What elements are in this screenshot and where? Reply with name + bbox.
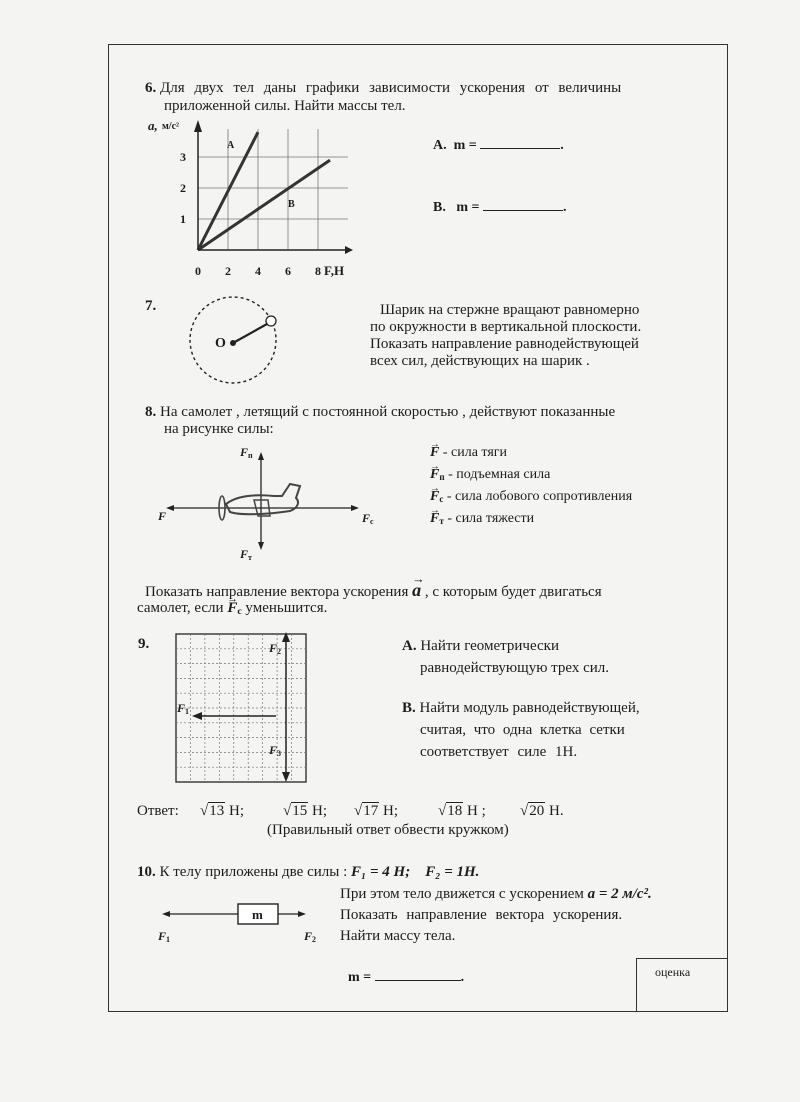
svg-text:т: т xyxy=(248,553,252,562)
q8-task-line2: самолет, если → Fc уменьшится. xyxy=(137,600,327,617)
q9-task-b-line3: соответствует силе 1Н. xyxy=(420,744,578,760)
q9-option-5[interactable]: √20 Н. xyxy=(520,803,564,819)
q6-text-line2: приложенной силы. Найти массы тел. xyxy=(164,98,406,114)
q9-option-3[interactable]: √17 Н; xyxy=(354,803,398,819)
q8-legend-3: → $F_c$ - сила лобового сопротивления xyxy=(430,489,632,505)
plane-body xyxy=(226,484,300,514)
svg-text:1: 1 xyxy=(166,935,170,944)
y-tick-label: 3 xyxy=(180,150,186,164)
q9-task-a-line2: равнодействующую трех сил. xyxy=(420,660,610,676)
q8-legend-1: → F - сила тяги xyxy=(430,445,507,461)
force-right-label: F xyxy=(362,511,371,525)
q9-note: (Правильный ответ обвести кружком) xyxy=(267,822,509,838)
force-right-arrow xyxy=(351,505,359,511)
q7-text-line2: по окружности в вертикальной плоскости. xyxy=(370,319,642,335)
q6-answer-b-blank[interactable] xyxy=(483,198,563,211)
x-tick-label: 0 xyxy=(195,264,201,278)
f2-label: F xyxy=(304,929,313,943)
q6-answer-a-blank[interactable] xyxy=(480,136,560,149)
q7-number: 7. xyxy=(145,298,157,314)
q8-task-line1: Показать направление вектора ускорения → a , с которым будет двигаться xyxy=(145,580,602,601)
q8-plane-diagram xyxy=(150,446,410,566)
x-tick-label: 8 xyxy=(315,264,321,278)
q9-option-2[interactable]: √15 Н; xyxy=(283,803,327,819)
y-tick-label: 1 xyxy=(180,212,186,226)
force-down-arrow xyxy=(258,542,264,550)
y-tick-label: 2 xyxy=(180,181,186,195)
x-tick-label: 4 xyxy=(255,264,261,278)
q10-intro: 10. К телу приложены две силы : F₁ = 4 Н; F₂ = 1Н. xyxy=(137,864,480,880)
q8-legend-4: → $F_т$ - сила тяжести xyxy=(430,511,534,527)
q6-answer-b: B. m = . xyxy=(433,200,567,215)
q7-text-line3: Показать направление равнодействующей xyxy=(370,336,639,352)
svg-text:2: 2 xyxy=(312,935,316,944)
body-label: m xyxy=(252,907,263,922)
svg-text:2: 2 xyxy=(277,647,281,656)
q8-text-line1: 8. На самолет , летящий с постоянной скоростью , действуют показанные xyxy=(145,404,616,420)
f1-label: F xyxy=(177,701,186,715)
svg-text:1: 1 xyxy=(185,707,189,716)
q6-answer-a: A. m = . xyxy=(433,138,564,153)
q7-text-line1: Шарик на стержне вращают равномерно xyxy=(380,302,640,318)
q9-answer-label: Ответ: xyxy=(137,803,179,819)
f3-label: F xyxy=(269,743,278,757)
grade-label: оценка xyxy=(655,965,691,979)
force-left-arrow xyxy=(166,505,174,511)
q10-answer: m = . xyxy=(348,970,465,985)
q7-text-line4: всех сил, действующих на шарик . xyxy=(370,353,590,369)
q10-line3: Показать направление вектора ускорения. xyxy=(340,907,623,923)
q9-option-4[interactable]: √18 Н ; xyxy=(438,803,486,819)
svg-text:3: 3 xyxy=(277,749,281,758)
force-up-label: F xyxy=(240,445,249,459)
center-label: O xyxy=(215,336,226,351)
q8-legend-2: → $F_п$ - подъемная сила xyxy=(430,467,550,483)
svg-text:п: п xyxy=(248,451,253,460)
series-line-b xyxy=(198,160,330,250)
q6-text-line1: 6. Для двух тел даны графики зависимости ускорения от величины xyxy=(145,80,622,96)
f1-label: F xyxy=(158,929,167,943)
force-left-label: F xyxy=(158,509,167,523)
y-axis-arrow xyxy=(194,120,202,132)
force-down-label: F xyxy=(240,547,249,561)
svg-text:c: c xyxy=(370,517,374,526)
q9-grid-diagram xyxy=(172,630,322,790)
rod xyxy=(233,324,267,343)
line-a-label: A xyxy=(227,140,235,151)
grade-box[interactable] xyxy=(636,958,728,1012)
q10-diagram xyxy=(150,898,320,948)
q7-circle-diagram xyxy=(185,290,295,390)
q9-number: 9. xyxy=(138,636,150,652)
q9-task-b: B. Найти модуль равнодействующей, xyxy=(402,700,640,716)
q10-answer-blank[interactable] xyxy=(375,968,461,981)
f3-arrow xyxy=(282,772,290,782)
y-axis-unit: м/с² xyxy=(162,121,180,132)
x-axis-arrow xyxy=(345,246,353,254)
chart-grid xyxy=(198,129,348,250)
x-tick-label: 6 xyxy=(285,264,291,278)
q6-chart xyxy=(140,112,360,282)
q10-line4: Найти массу тела. xyxy=(340,928,456,944)
line-b-label: B xyxy=(288,199,295,210)
q10-line2: При этом тело движется с ускорением a = 2 м/с². xyxy=(340,886,652,902)
q9-task-a: A. Найти геометрически xyxy=(402,638,559,654)
q8-text-line2: на рисунке силы: xyxy=(164,421,274,437)
f2-label: F xyxy=(269,641,278,655)
center-point xyxy=(230,340,236,346)
x-axis-label: F,H xyxy=(324,263,345,278)
y-axis-label: a, xyxy=(148,118,158,133)
q9-task-b-line2: считая, что одна клетка сетки xyxy=(420,722,625,738)
x-tick-label: 2 xyxy=(225,264,231,278)
ball xyxy=(266,316,276,326)
q9-option-1[interactable]: √13 Н; xyxy=(200,803,244,819)
